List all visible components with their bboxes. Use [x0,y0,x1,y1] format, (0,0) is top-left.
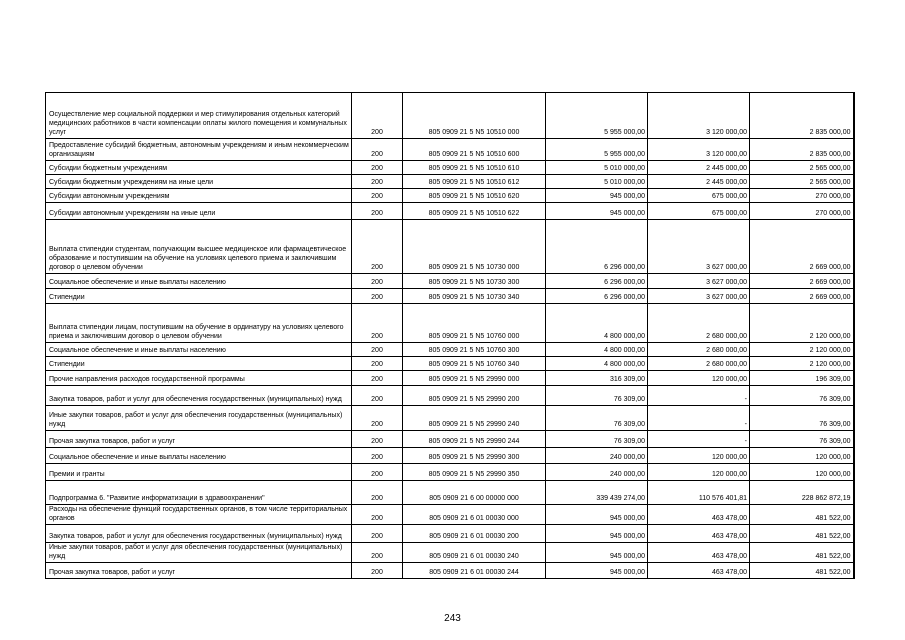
row-amount-2: - [648,406,750,431]
row-ministry-code: 200 [352,406,403,431]
row-amount-2: 675 000,00 [648,189,750,203]
row-amount-3: 2 120 000,00 [750,343,854,357]
table-row [46,203,854,220]
row-ministry-code: 200 [352,220,403,274]
row-amount-1: 945 000,00 [546,525,648,543]
row-amount-1: 945 000,00 [546,203,648,220]
row-description: Прочая закупка товаров, работ и услуг [46,563,352,579]
table-row [46,304,854,343]
table-row [46,448,854,464]
table-row [46,525,854,543]
row-amount-2: 2 445 000,00 [648,175,750,189]
row-description: Прочая закупка товаров, работ и услуг [46,431,352,448]
row-amount-1: 945 000,00 [546,505,648,525]
row-budget-code: 805 0909 21 5 N5 10730 340 [403,289,546,304]
row-amount-1: 4 800 000,00 [546,304,648,343]
row-amount-3: 2 669 000,00 [750,220,854,274]
row-amount-1: 4 800 000,00 [546,343,648,357]
row-ministry-code: 200 [352,289,403,304]
table-row [46,139,854,161]
row-amount-2: 463 478,00 [648,505,750,525]
table-row [46,357,854,371]
table-row [46,386,854,406]
row-amount-3: 270 000,00 [750,189,854,203]
row-budget-code: 805 0909 21 5 N5 10730 000 [403,220,546,274]
row-description: Социальное обеспечение и иные выплаты населению [46,343,352,357]
row-ministry-code: 200 [352,386,403,406]
row-amount-3: 2 565 000,00 [750,175,854,189]
row-amount-2: 675 000,00 [648,203,750,220]
row-description: Премии и гранты [46,464,352,481]
table-row [46,431,854,448]
row-ministry-code: 200 [352,563,403,579]
row-budget-code: 805 0909 21 6 01 00030 244 [403,563,546,579]
row-amount-3: 120 000,00 [750,448,854,464]
row-budget-code: 805 0909 21 5 N5 29990 200 [403,386,546,406]
row-budget-code: 805 0909 21 5 N5 10510 610 [403,161,546,175]
table-row [46,371,854,386]
row-amount-2: 120 000,00 [648,448,750,464]
row-amount-1: 316 309,00 [546,371,648,386]
table-row [46,406,854,431]
row-amount-1: 5 955 000,00 [546,139,648,161]
row-ministry-code: 200 [352,274,403,289]
row-amount-1: 240 000,00 [546,448,648,464]
row-ministry-code: 200 [352,93,403,139]
row-amount-3: 481 522,00 [750,505,854,525]
row-ministry-code: 200 [352,357,403,371]
table-row [46,481,854,505]
row-ministry-code: 200 [352,161,403,175]
row-description: Закупка товаров, работ и услуг для обеспечения государственных (муниципальных) нужд [46,386,352,406]
row-description: Осуществление мер социальной поддержки и мер стимулирования отдельных категорий медицинских работников в части компенсации оплаты жилого помещения и коммунальных услуг [46,93,352,139]
row-budget-code: 805 0909 21 5 N5 10510 000 [403,93,546,139]
row-budget-code: 805 0909 21 5 N5 10760 000 [403,304,546,343]
row-amount-3: 481 522,00 [750,563,854,579]
row-amount-3: 2 835 000,00 [750,139,854,161]
row-amount-3: 481 522,00 [750,525,854,543]
row-budget-code: 805 0909 21 5 N5 10760 300 [403,343,546,357]
row-amount-2: 2 680 000,00 [648,343,750,357]
row-ministry-code: 200 [352,464,403,481]
row-description: Подпрограмма 6. "Развитие информатизации в здравоохранении" [46,481,352,505]
row-amount-3: 270 000,00 [750,203,854,220]
table-row [46,189,854,203]
row-budget-code: 805 0909 21 6 01 00030 240 [403,543,546,563]
table-row [46,464,854,481]
row-amount-2: 463 478,00 [648,543,750,563]
row-budget-code: 805 0909 21 6 00 00000 000 [403,481,546,505]
row-ministry-code: 200 [352,371,403,386]
row-amount-1: 5 010 000,00 [546,161,648,175]
table-row [46,93,854,139]
row-description: Закупка товаров, работ и услуг для обеспечения государственных (муниципальных) нужд [46,525,352,543]
row-ministry-code: 200 [352,343,403,357]
row-amount-3: 481 522,00 [750,543,854,563]
row-amount-1: 6 296 000,00 [546,289,648,304]
row-amount-1: 76 309,00 [546,431,648,448]
row-description: Предоставление субсидий бюджетным, автономным учреждениям и иным некоммерческим организациям [46,139,352,161]
row-amount-3: 228 862 872,19 [750,481,854,505]
row-amount-2: 3 120 000,00 [648,93,750,139]
row-ministry-code: 200 [352,175,403,189]
row-description: Стипендии [46,289,352,304]
row-amount-2: 3 627 000,00 [648,289,750,304]
page-number: 243 [444,613,461,624]
row-amount-3: 2 120 000,00 [750,304,854,343]
row-description: Субсидии бюджетным учреждениям на иные цели [46,175,352,189]
row-amount-2: 463 478,00 [648,563,750,579]
row-ministry-code: 200 [352,304,403,343]
row-amount-1: 76 309,00 [546,386,648,406]
row-budget-code: 805 0909 21 5 N5 10760 340 [403,357,546,371]
row-budget-code: 805 0909 21 5 N5 29990 000 [403,371,546,386]
row-budget-code: 805 0909 21 5 N5 10510 612 [403,175,546,189]
row-ministry-code: 200 [352,203,403,220]
row-ministry-code: 200 [352,448,403,464]
row-description: Выплата стипендии студентам, получающим высшее медицинское или фармацевтическое образование и поступившим на обучение на условиях целевого приема и заключившим договор о целевом обучении [46,220,352,274]
row-ministry-code: 200 [352,431,403,448]
row-description: Иные закупки товаров, работ и услуг для обеспечения государственных (муниципальных) нужд [46,543,352,563]
row-amount-3: 76 309,00 [750,386,854,406]
row-amount-1: 240 000,00 [546,464,648,481]
row-amount-1: 6 296 000,00 [546,220,648,274]
row-amount-3: 120 000,00 [750,464,854,481]
table-row [46,505,854,525]
row-ministry-code: 200 [352,525,403,543]
row-amount-1: 76 309,00 [546,406,648,431]
row-amount-2: 110 576 401,81 [648,481,750,505]
row-ministry-code: 200 [352,189,403,203]
row-description: Прочие направления расходов государственной программы [46,371,352,386]
row-amount-3: 2 565 000,00 [750,161,854,175]
row-amount-2: 3 627 000,00 [648,274,750,289]
row-description: Субсидии бюджетным учреждениям [46,161,352,175]
row-amount-1: 4 800 000,00 [546,357,648,371]
row-amount-3: 2 835 000,00 [750,93,854,139]
row-amount-1: 6 296 000,00 [546,274,648,289]
row-amount-1: 339 439 274,00 [546,481,648,505]
row-amount-1: 945 000,00 [546,563,648,579]
row-amount-1: 5 010 000,00 [546,175,648,189]
row-amount-3: 2 120 000,00 [750,357,854,371]
row-budget-code: 805 0909 21 5 N5 29990 350 [403,464,546,481]
row-description: Расходы на обеспечение функций государственных органов, в том числе территориальных органов [46,505,352,525]
table-row [46,274,854,289]
row-amount-3: 76 309,00 [750,431,854,448]
row-budget-code: 805 0909 21 5 N5 10510 600 [403,139,546,161]
row-budget-code: 805 0909 21 6 01 00030 200 [403,525,546,543]
row-amount-2: 120 000,00 [648,464,750,481]
row-description: Социальное обеспечение и иные выплаты населению [46,448,352,464]
row-ministry-code: 200 [352,139,403,161]
table-row [46,343,854,357]
row-amount-3: 76 309,00 [750,406,854,431]
row-amount-2: 2 680 000,00 [648,304,750,343]
row-amount-2: 120 000,00 [648,371,750,386]
row-ministry-code: 200 [352,543,403,563]
row-budget-code: 805 0909 21 5 N5 10510 620 [403,189,546,203]
row-budget-code: 805 0909 21 5 N5 29990 240 [403,406,546,431]
table-row [46,220,854,274]
row-amount-2: - [648,431,750,448]
row-amount-2: 3 627 000,00 [648,220,750,274]
row-description: Выплата стипендии лицам, поступившим на обучение в ординатуру на условиях целевого приема и заключившим договор о целевом обучении [46,304,352,343]
table-row [46,161,854,175]
row-amount-3: 196 309,00 [750,371,854,386]
row-budget-code: 805 0909 21 5 N5 10730 300 [403,274,546,289]
row-ministry-code: 200 [352,481,403,505]
table-row [46,175,854,189]
row-amount-2: - [648,386,750,406]
table-row [46,543,854,563]
row-amount-2: 3 120 000,00 [648,139,750,161]
row-amount-3: 2 669 000,00 [750,289,854,304]
row-amount-2: 2 445 000,00 [648,161,750,175]
row-description: Субсидии автономным учреждениям [46,189,352,203]
row-amount-2: 463 478,00 [648,525,750,543]
row-budget-code: 805 0909 21 6 01 00030 000 [403,505,546,525]
row-amount-2: 2 680 000,00 [648,357,750,371]
table-row [46,289,854,304]
row-description: Социальное обеспечение и иные выплаты населению [46,274,352,289]
row-description: Стипендии [46,357,352,371]
row-budget-code: 805 0909 21 5 N5 29990 300 [403,448,546,464]
row-budget-code: 805 0909 21 5 N5 29990 244 [403,431,546,448]
row-amount-1: 5 955 000,00 [546,93,648,139]
budget-table-body [46,93,854,579]
row-description: Субсидии автономным учреждениям на иные цели [46,203,352,220]
row-ministry-code: 200 [352,505,403,525]
row-amount-1: 945 000,00 [546,543,648,563]
row-amount-1: 945 000,00 [546,189,648,203]
row-amount-3: 2 669 000,00 [750,274,854,289]
budget-table [45,92,855,579]
row-description: Иные закупки товаров, работ и услуг для обеспечения государственных (муниципальных) нужд [46,406,352,431]
table-row [46,563,854,579]
row-budget-code: 805 0909 21 5 N5 10510 622 [403,203,546,220]
